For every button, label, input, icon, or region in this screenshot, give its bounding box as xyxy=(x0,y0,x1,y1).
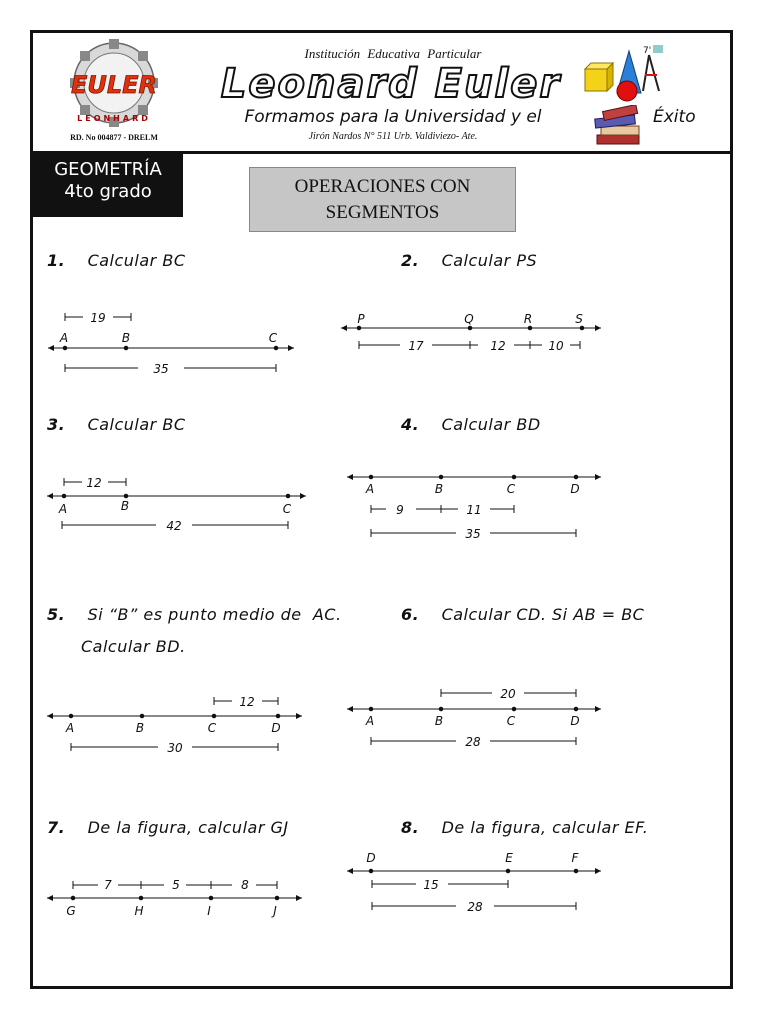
problem-number: 1. xyxy=(47,251,66,270)
logo-subtext: LEONHARD xyxy=(77,114,151,123)
point-label: B xyxy=(434,714,444,728)
measure-label: 9 xyxy=(396,503,404,517)
problem-text: Calcular BD xyxy=(441,415,541,434)
point-label: D xyxy=(366,851,376,865)
measure-label: 12 xyxy=(490,339,506,353)
point-label: J xyxy=(273,904,277,918)
measure-label: 28 xyxy=(465,735,481,749)
measure-label: 5 xyxy=(172,878,180,892)
problem-text: Calcular PS xyxy=(441,251,538,270)
measure-label: 19 xyxy=(90,311,106,325)
measure-label: 12 xyxy=(86,476,102,490)
point-label: B xyxy=(121,331,131,345)
problem-text: De la figura, calcular GJ xyxy=(87,818,289,837)
point-label: D xyxy=(570,482,580,496)
measure-label: 10 xyxy=(548,339,564,353)
point-label: C xyxy=(506,482,516,496)
point-label: C xyxy=(268,331,278,345)
svg-text:7': 7' xyxy=(643,46,652,56)
point-label: S xyxy=(575,312,583,326)
problem-number: 5. xyxy=(47,605,66,624)
slogan-end: Éxito xyxy=(653,107,696,127)
problem-text: Calcular CD. Si AB = BC xyxy=(441,605,645,624)
measure-label: 12 xyxy=(239,695,255,709)
point-label: A xyxy=(59,331,69,345)
point-label: H xyxy=(134,904,144,918)
point-label: A xyxy=(365,482,375,496)
point-label: A xyxy=(65,721,75,735)
point-label: A xyxy=(58,502,68,516)
point-label: B xyxy=(135,721,145,735)
point-label: F xyxy=(571,851,579,865)
title-line-1: OPERACIONES CON xyxy=(294,176,471,197)
point-label: B xyxy=(120,499,130,513)
registration-number: RD. No 004877 - DRELM xyxy=(70,133,158,142)
measure-label: 8 xyxy=(241,878,249,892)
measure-label: 7 xyxy=(104,878,112,892)
subject-name: GEOMETRÍA xyxy=(54,159,162,180)
problem-number: 8. xyxy=(401,818,420,837)
problem-number: 4. xyxy=(401,415,420,434)
measure-label: 35 xyxy=(465,527,481,541)
problem-number: 3. xyxy=(47,415,66,434)
measure-label: 35 xyxy=(153,362,169,376)
point-label: R xyxy=(523,312,533,326)
problem-5-line-2: Calcular BD. xyxy=(81,637,186,656)
point-label: I xyxy=(207,904,211,918)
point-label: B xyxy=(434,482,444,496)
point-label: C xyxy=(207,721,217,735)
problem-text: De la figura, calcular EF. xyxy=(441,818,649,837)
institution-type: Institución Educativa Particular xyxy=(304,46,482,61)
point-label: D xyxy=(271,721,281,735)
subject-grade: 4to grado xyxy=(64,181,152,202)
measure-label: 28 xyxy=(467,900,483,914)
problem-number: 7. xyxy=(47,818,66,837)
measure-label: 30 xyxy=(167,741,183,755)
point-label: C xyxy=(506,714,516,728)
figure-1 xyxy=(48,313,294,372)
measure-label: 15 xyxy=(423,878,439,892)
point-label: C xyxy=(282,502,292,516)
problem-text: Calcular BC xyxy=(87,251,186,270)
problem-number: 2. xyxy=(401,251,420,270)
problem-text: Si “B” es punto medio de AC. xyxy=(87,605,342,624)
point-label: E xyxy=(505,851,513,865)
institution-name: Leonard Euler xyxy=(220,61,562,107)
point-label: P xyxy=(357,312,365,326)
slogan: Formamos para la Universidad y el xyxy=(244,107,542,127)
logo-text: EULER xyxy=(70,71,158,99)
problem-text: Calcular BC xyxy=(87,415,186,434)
measure-label: 11 xyxy=(466,503,482,517)
point-label: Q xyxy=(464,312,474,326)
measure-label: 42 xyxy=(166,519,182,533)
point-label: A xyxy=(365,714,375,728)
address: Jirón Nardos N° 511 Urb. Valdiviezo- Ate. xyxy=(308,131,478,142)
measure-label: 20 xyxy=(500,687,516,701)
title-line-2: SEGMENTOS xyxy=(325,202,440,223)
problem-number: 6. xyxy=(401,605,420,624)
point-label: D xyxy=(570,714,580,728)
point-label: G xyxy=(66,904,76,918)
measure-label: 17 xyxy=(408,339,424,353)
